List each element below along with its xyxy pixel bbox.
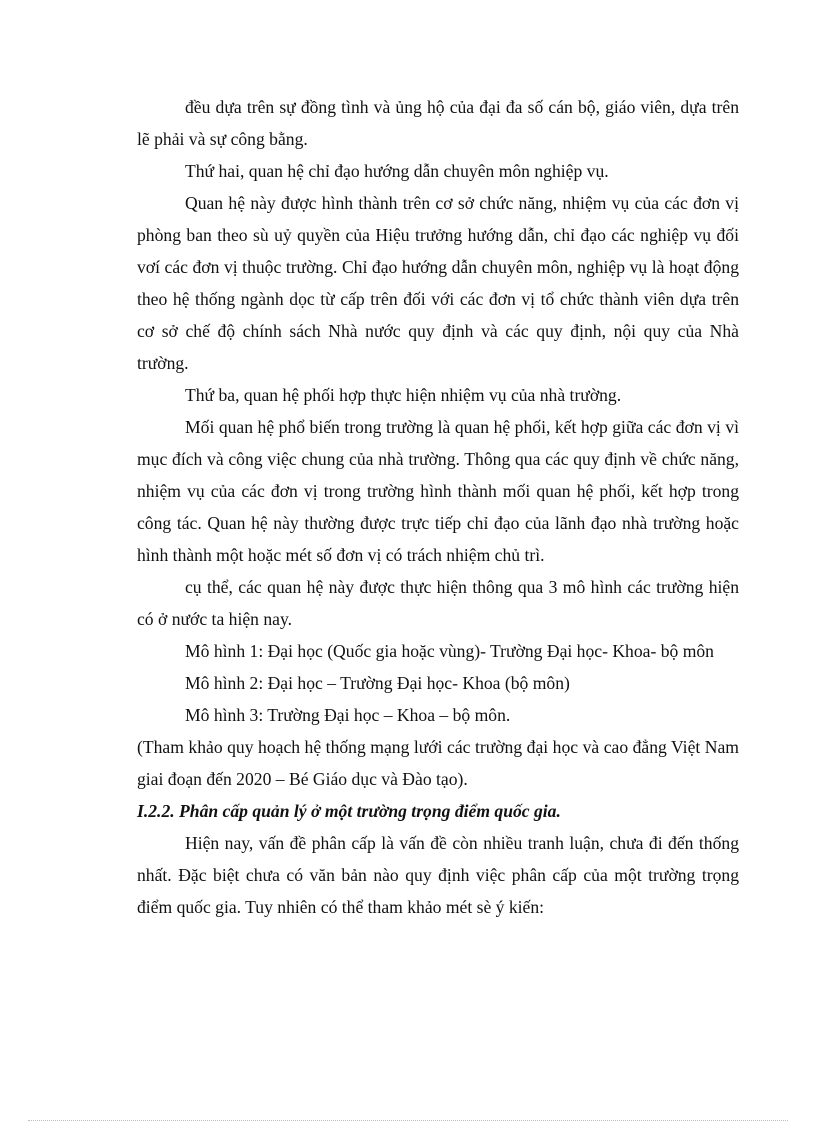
page-bottom-divider — [28, 1120, 788, 1121]
paragraph-6: cụ thể, các quan hệ này được thực hiện thông qua 3 mô hình các trường hiện có ở nước ta hiện nay. — [137, 577, 739, 629]
reference-note: (Tham khảo quy hoạch hệ thống mạng lưới các trường đại học và cao đẳng Việt Nam giai đoạn đến 2020 – Bé Giáo dục và Đào tạo). — [137, 737, 739, 789]
paragraph-2: Thứ hai, quan hệ chỉ đạo hướng dẫn chuyên môn nghiệp vụ. — [185, 161, 609, 181]
model-1-item: Mô hình 1: Đại học (Quốc gia hoặc vùng)- Trường Đại học- Khoa- bộ môn — [185, 641, 714, 661]
paragraph-3: Quan hệ này được hình thành trên cơ sở chức năng, nhiệm vụ của các đơn vị phòng ban theo sù uỷ quyền của Hiệu trưởng hướng dẫn, chỉ đạo các nghiệp vụ đối vơí các đơn vị thuộc trường. Chỉ đạo hướng dẫn chuyên môn, nghiệp vụ là hoạt động theo hệ thống ngành dọc từ cấp trên đối với các đơn vị tổ chức thành viên dựa trên cơ sở chế độ chính sách Nhà nước quy định và các quy định, nội quy của Nhà trường. — [137, 193, 739, 373]
model-2-item: Mô hình 2: Đại học – Trường Đại học- Khoa (bộ môn) — [185, 673, 570, 693]
paragraph-4: Thứ ba, quan hệ phối hợp thực hiện nhiệm vụ của nhà trường. — [185, 385, 622, 405]
section-heading: I.2.2. Phân cấp quản lý ở một trường trọng điểm quốc gia. — [137, 801, 561, 821]
model-3-item: Mô hình 3: Trường Đại học – Khoa – bộ môn. — [185, 705, 511, 725]
paragraph-1: đều dựa trên sự đồng tình và ủng hộ của đại đa số cán bộ, giáo viên, dựa trên lẽ phải và sự công bằng. — [137, 97, 739, 149]
paragraph-5: Mối quan hệ phổ biến trong trường là quan hệ phối, kết hợp giữa các đơn vị vì mục đích và công việc chung của nhà trường. Thông qua các quy định về chức năng, nhiệm vụ của các đơn vị trong trường hình thành mối quan hệ phối, kết hợp trong công tác. Quan hệ này thường được trực tiếp chỉ đạo của lãnh đạo nhà trường hoặc hình thành một hoặc mét số đơn vị có trách nhiệm chủ trì. — [137, 417, 739, 565]
closing-paragraph: Hiện nay, vấn đề phân cấp là vấn đề còn nhiều tranh luận, chưa đi đến thống nhất. Đặc biệt chưa có văn bản nào quy định việc phân cấp của một trường trọng điểm quốc gia. Tuy nhiên có thể tham khảo mét sè ý kiến: — [137, 833, 739, 917]
document-body — [137, 91, 739, 923]
